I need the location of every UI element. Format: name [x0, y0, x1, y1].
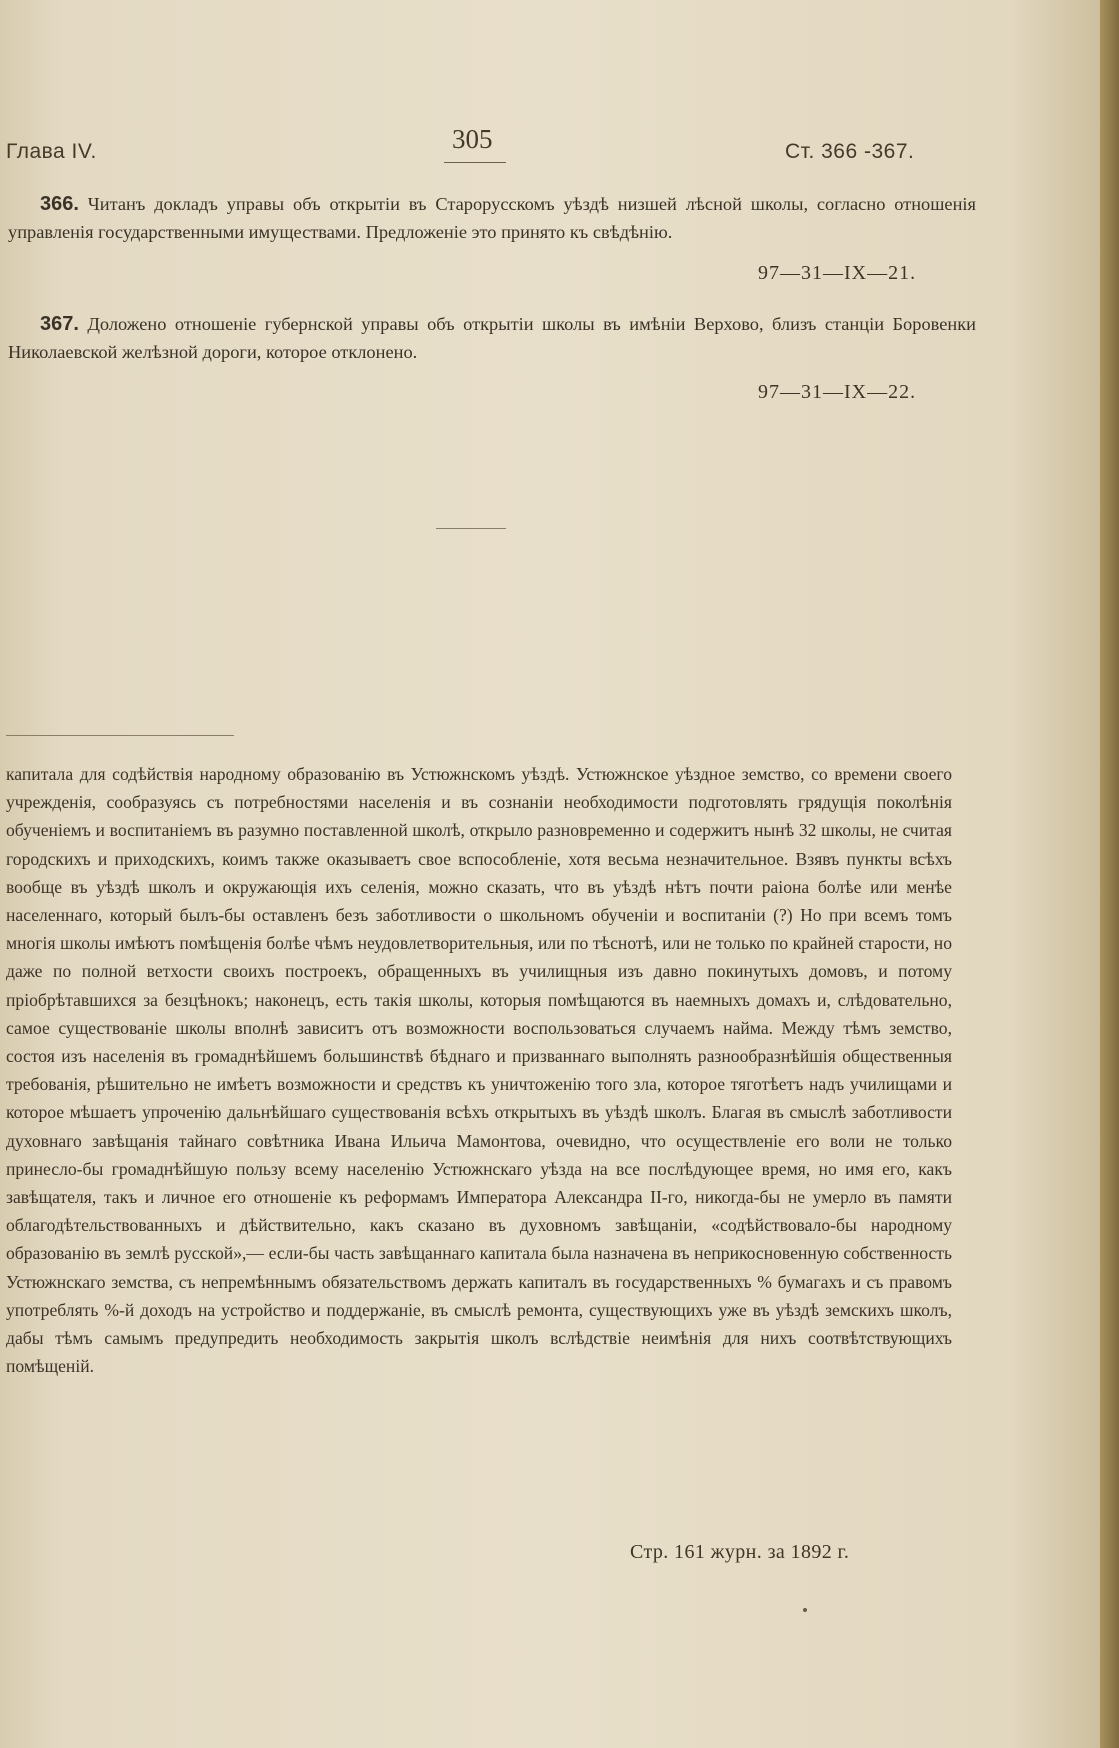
footnote-rule	[6, 735, 234, 736]
article-366-text: Читанъ докладъ управы объ открытіи въ Старорусскомъ уѣздѣ низшей лѣсной школы, согласно отношенія управленія государственными имуществами. Предложеніе это принято къ свѣдѣнію.	[8, 194, 976, 242]
footnote-reference: Стр. 161 журн. за 1892 г.	[630, 1541, 850, 1563]
footnote-text: капитала для содѣйствія народному образованію въ Устюжнскомъ уѣздѣ. Устюжнское уѣздное земство, со времени своего учрежденія, сообразуясь съ потребностями населенія и въ сознаніи необходимости подготовлять грядущія поколѣнія обученіемъ и воспитаніемъ въ разумно поставленной школѣ, открыло разновременно и содержитъ нынѣ 32 школы, не считая городскихъ и приходскихъ, коимъ также оказываетъ свое вспособленіе, хотя весьма незначительное. Взявъ пункты всѣхъ вообще въ уѣздѣ школъ и окружающія ихъ селенія, можно сказать, что въ уѣздѣ нѣтъ почти раіона болѣе или менѣе населеннаго, который былъ-бы оставленъ безъ заботливости о школьномъ обученіи и воспитаніи (?) Но при всемъ томъ многія школы имѣютъ помѣщенія болѣе чѣмъ неудовлетворительныя, или по тѣснотѣ, или не только по крайней старости, но даже по полной ветхости своихъ построекъ, обращенныхъ въ училищныя изъ давно покинутыхъ домовъ, и потому пріобрѣтавшихся за безцѣнокъ; наконецъ, есть такія школы, которыя помѣщаются въ наемныхъ домахъ и, слѣдовательно, самое существованіе школы вполнѣ зависитъ отъ возможности воспользоваться случаемъ найма. Между тѣмъ земство, состоя изъ населенія въ громаднѣйшемъ большинствѣ бѣднаго и призваннаго выполнять разнообразнѣйшія общественныя требованія, рѣшительно не имѣетъ возможности и средствъ къ уничтоженію того зла, которое тяготѣетъ надъ училищами и которое мѣшаетъ упроченію дальнѣйшаго существованія всѣхъ открытыхъ въ уѣздѣ школъ. Благая въ смыслѣ заботливости духовнаго завѣщанія тайнаго совѣтника Ивана Ильича Мамонтова, очевидно, что осуществленіе его воли не только принесло-бы громаднѣйшую пользу всему населенію Устюжнскаго уѣзда на все послѣдующее время, но имя его, какъ завѣщателя, такъ и личное его отношеніе къ реформамъ Императора Александра II-го, никогда-бы не умерло въ памяти облагодѣтельствованныхъ и дѣйствительно, какъ сказано въ духовномъ завѣщаніи, «содѣйствовало-бы народному образованію въ землѣ русской»,— если-бы часть завѣщаннаго капитала была назначена въ неприкосновенную собственность Устюжнскаго земства, съ непремѣннымъ обязательствомъ держать капиталъ въ государственныхъ % бумагахъ и съ правомъ употреблять %-й доходъ на устройство и поддержаніе, въ смыслѣ ремонта, существующихъ уже въ уѣздѣ земскихъ школъ, дабы тѣмъ самымъ предупредить необходимость закрытія школъ вслѣдствіе неимѣнія для нихъ соотвѣтствующихъ помѣщеній.	[6, 764, 952, 1377]
article-range-header: Ст. 366 -367.	[785, 140, 915, 163]
page-number-rule	[444, 162, 506, 163]
page-edge	[1100, 0, 1119, 1748]
article-367	[8, 310, 976, 366]
article-367-text: Доложено отношеніе губернской управы объ открытіи школы въ имѣніи Верхово, близъ станціи Боровенки Николаевской желѣзной дороги, которое отклонено.	[8, 314, 976, 362]
article-367-number: 367.	[40, 313, 79, 335]
ink-speck	[803, 1608, 807, 1612]
article-367-reference: 97—31—IX—22.	[758, 381, 917, 403]
article-366	[8, 190, 976, 246]
article-366-number: 366.	[40, 193, 79, 215]
chapter-header: Глава IV.	[6, 140, 97, 163]
section-divider	[436, 528, 506, 529]
page-number: 305	[452, 124, 493, 154]
article-366-reference: 97—31—IX—21.	[758, 262, 917, 284]
